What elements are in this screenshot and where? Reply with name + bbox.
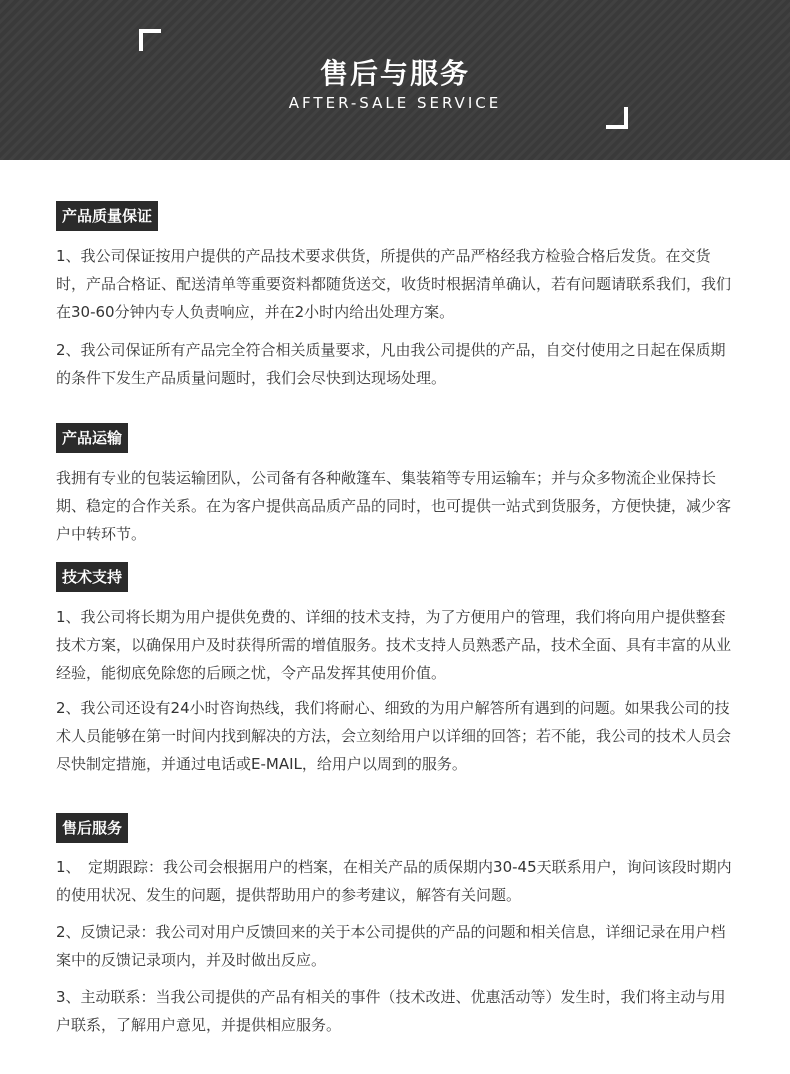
after-sale-paragraph-3: 3、主动联系：当我公司提供的产品有相关的事件（技术改进、优惠活动等）发生时，我们将主动与用户联系，了解用户意见，并提供相应服务。 bbox=[56, 988, 726, 1034]
tech-support-paragraph-2: 2、我公司还设有24小时咨询热线，我们将耐心、细致的为用户解答所有遇到的问题。如果我公司的技术人员能够在第一时间内找到解决的方法，会立刻给用户以详细的回答；若不能，我公司的技术人员会尽快制定措施，并通过电话或E-MAIL，给用户以周到的服务。 bbox=[56, 699, 732, 773]
tech-support-paragraph-1: 1、我公司将长期为用户提供免费的、详细的技术支持，为了方便用户的管理，我们将向用户提供整套技术方案，以确保用户及时获得所需的增值服务。技术支持人员熟悉产品，技术全面、具有丰富的从业经验，能彻底免除您的后顾之忧，令产品发挥其使用价值。 bbox=[56, 608, 732, 682]
section-heading-after-sale: 售后服务 bbox=[56, 813, 128, 843]
section-heading-tech-support: 技术支持 bbox=[56, 562, 128, 592]
page-title: 售后与服务 bbox=[319, 57, 470, 90]
transport-paragraph: 我拥有专业的包装运输团队，公司备有各种敞篷车、集装箱等专用运输车；并与众多物流企业保持长期、稳定的合作关系。在为客户提供高品质产品的同时，也可提供一站式到货服务，方便快捷，减少客户中转环节。 bbox=[56, 469, 732, 543]
quality-paragraph-2: 2、我公司保证所有产品完全符合相关质量要求，凡由我公司提供的产品，自交付使用之日起在保质期的条件下发生产品质量问题时，我们会尽快到达现场处理。 bbox=[56, 341, 726, 387]
section-heading-quality: 产品质量保证 bbox=[56, 201, 158, 231]
section-heading-transport: 产品运输 bbox=[56, 423, 128, 453]
quality-paragraph-1: 1、我公司保证按用户提供的产品技术要求供货，所提供的产品严格经我方检验合格后发货。在交货时，产品合格证、配送清单等重要资料都随货送交，收货时根据清单确认，若有问题请联系我们，我们在30-60分钟内专人负责响应，并在2小时内给出处理方案。 bbox=[56, 247, 732, 321]
after-sale-paragraph-1: 1、 定期跟踪：我公司会根据用户的档案，在相关产品的质保期内30-45天联系用户，询问该段时期内的使用状况、发生的问题，提供帮助用户的参考建议，解答有关问题。 bbox=[56, 858, 732, 904]
corner-bracket-top-left-icon bbox=[139, 29, 161, 51]
after-sale-paragraph-2: 2、反馈记录：我公司对用户反馈回来的关于本公司提供的产品的问题和相关信息，详细记录在用户档案中的反馈记录项内，并及时做出反应。 bbox=[56, 923, 726, 969]
header-banner bbox=[0, 0, 790, 160]
page-subtitle: AFTER-SALE SERVICE bbox=[288, 94, 502, 112]
corner-bracket-bottom-right-icon bbox=[606, 107, 628, 129]
